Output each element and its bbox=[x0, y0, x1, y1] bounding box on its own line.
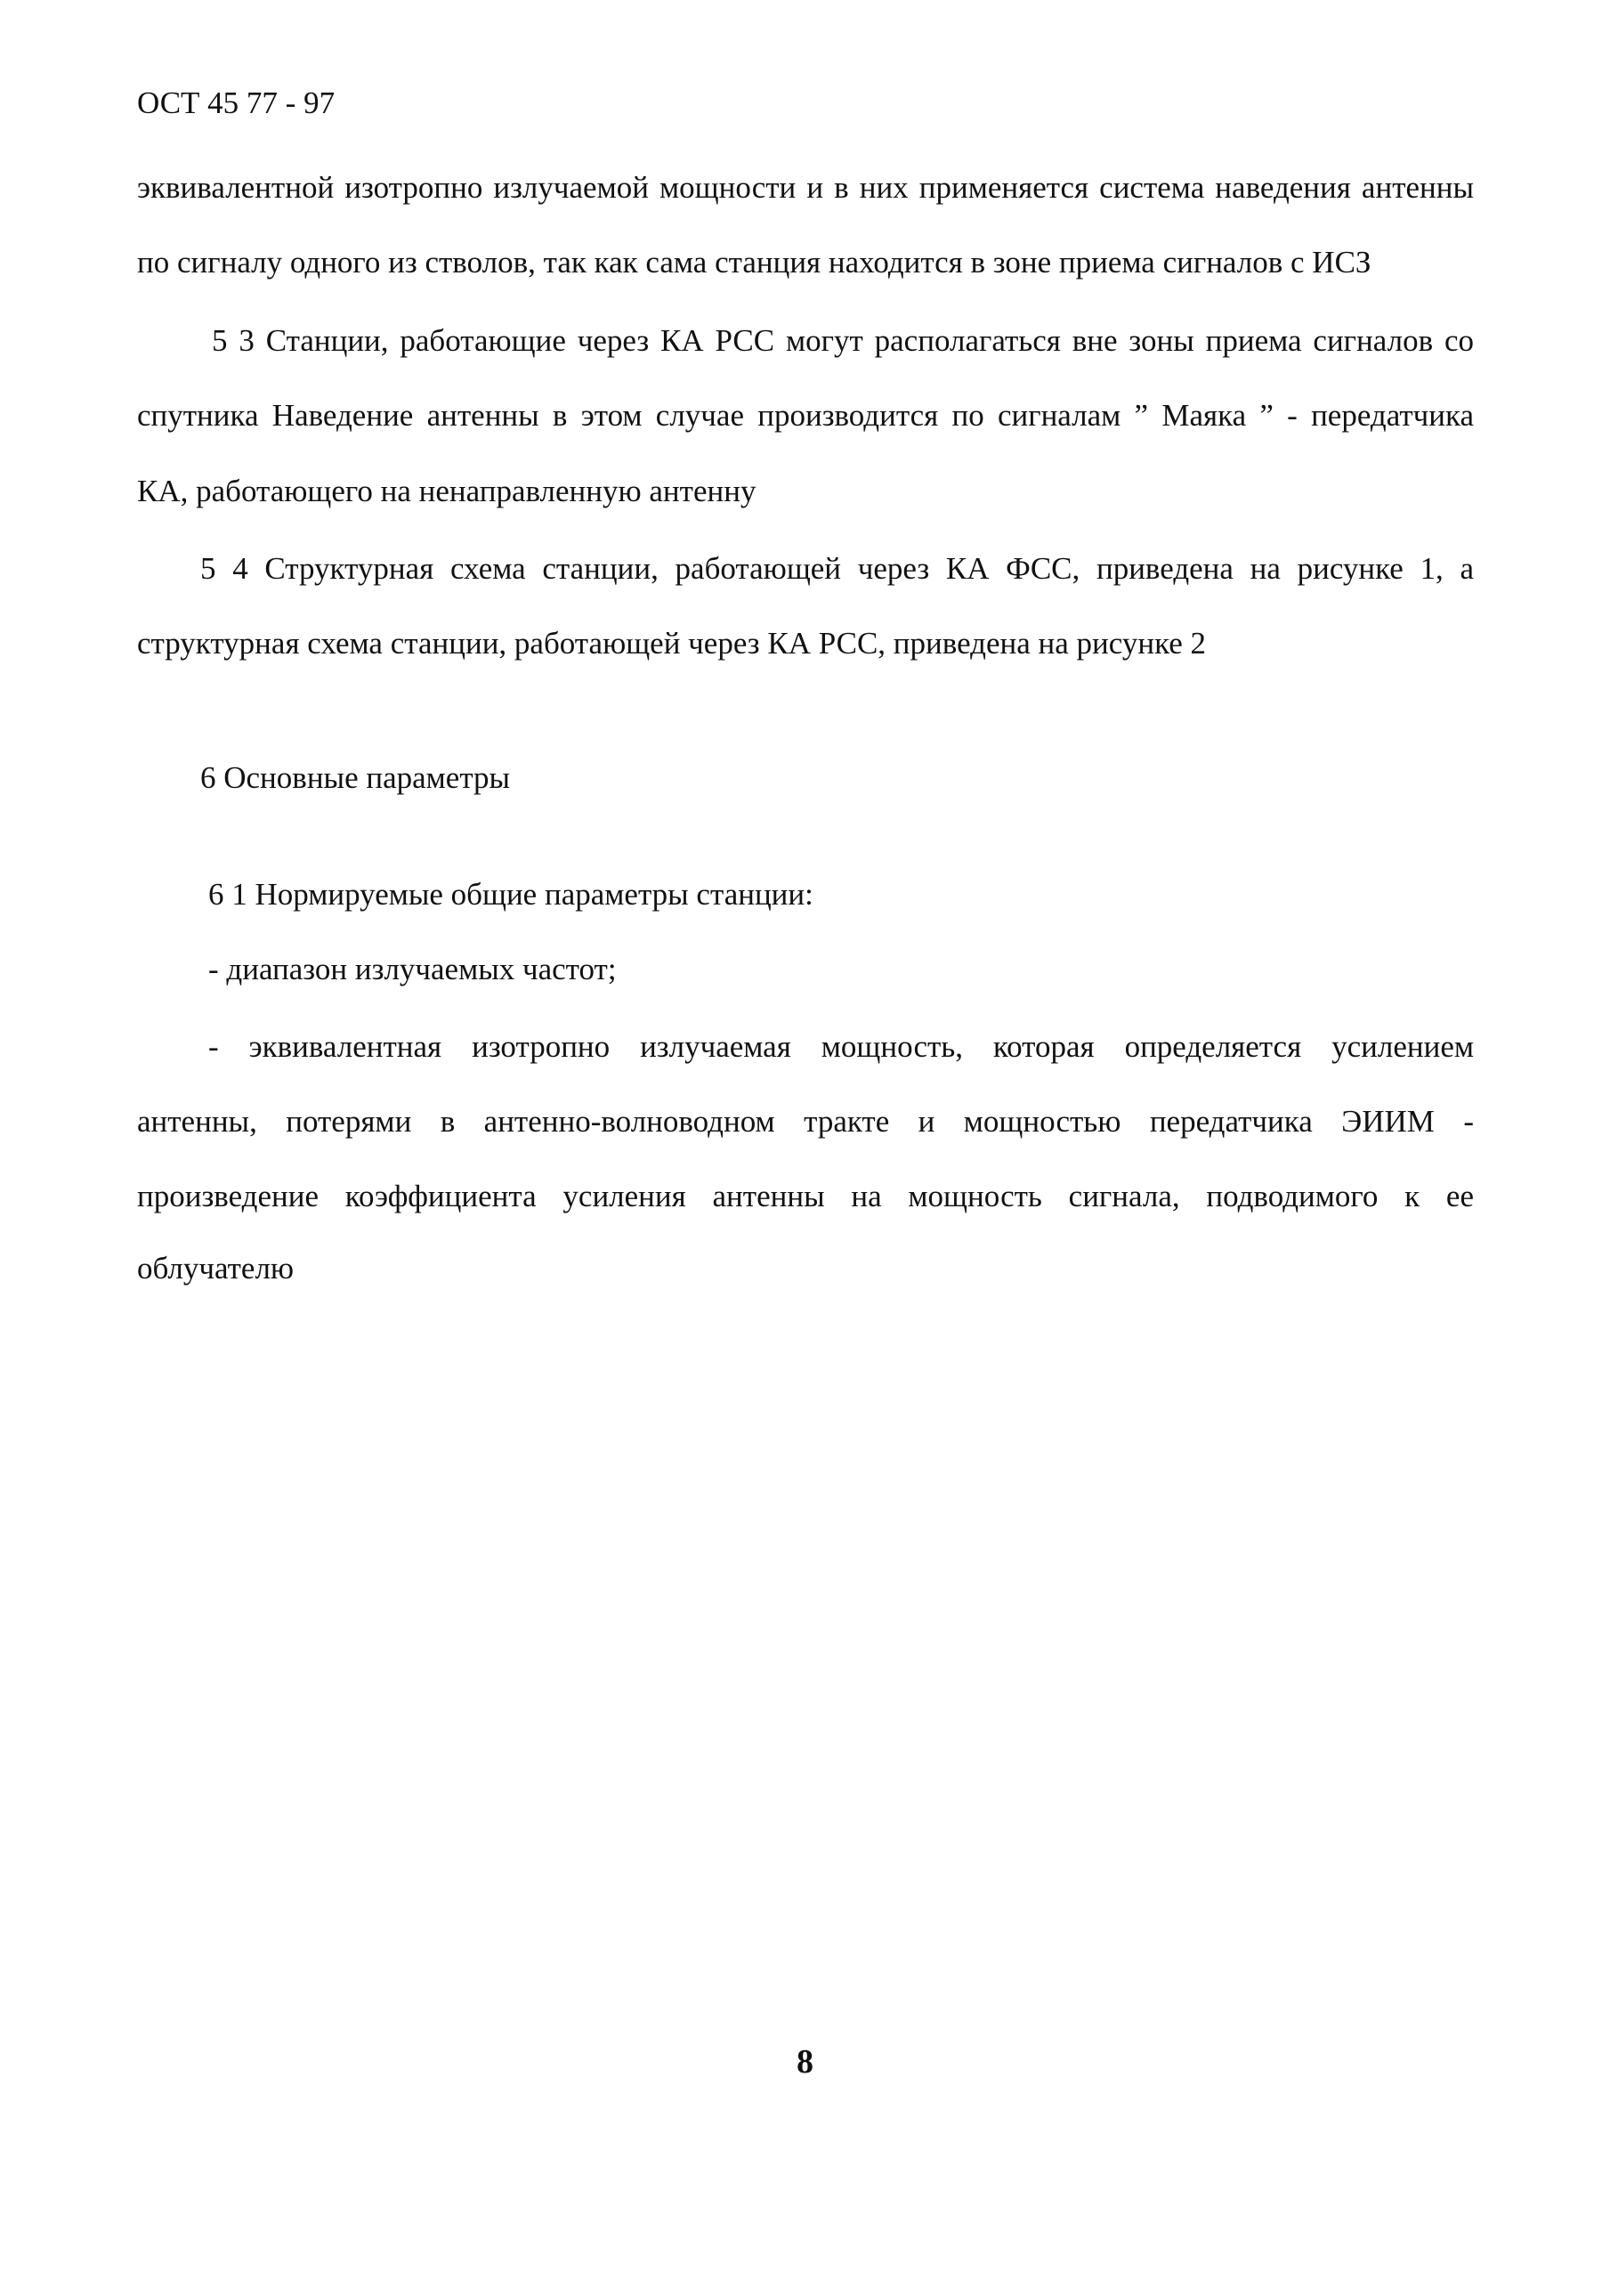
list-item-line: - эквивалентная изотропно излучаемая мощность, которая определяется усилением bbox=[208, 1029, 1474, 1064]
paragraph-5-4-line: структурная схема станции, работающей через КА РСС, приведена на рисунке 2 bbox=[137, 626, 1206, 661]
paragraph-line: эквивалентной изотропно излучаемой мощности и в них применяется система наведения антенны bbox=[137, 170, 1474, 205]
paragraph-5-3-line: КА, работающего на ненаправленную антенну bbox=[137, 474, 756, 508]
paragraph-5-3-line: спутника Наведение антенны в этом случае производится по сигналам ” Маяка ” - передатчика bbox=[137, 398, 1474, 433]
page-number: 8 bbox=[797, 2043, 813, 2081]
document-code-header: ОСТ 45 77 - 97 bbox=[137, 85, 336, 120]
list-item: - диапазон излучаемых частот; bbox=[208, 952, 617, 986]
paragraph-6-1-intro: 6 1 Нормируемые общие параметры станции: bbox=[208, 877, 813, 912]
list-item-line: произведение коэффициента усиления антенны на мощность сигнала, подводимого к ее bbox=[137, 1179, 1474, 1213]
paragraph-5-3-line: 5 3 Станции, работающие через КА РСС могут располагаться вне зоны приема сигналов со bbox=[212, 323, 1474, 358]
paragraph-5-4-line: 5 4 Структурная схема станции, работающей через КА ФСС, приведена на рисунке 1, а bbox=[200, 551, 1474, 586]
section-6-heading: 6 Основные параметры bbox=[200, 760, 511, 795]
list-item-line: облучателю bbox=[137, 1251, 295, 1286]
list-item-line: антенны, потерями в антенно-волноводном тракте и мощностью передатчика ЭИИМ - bbox=[137, 1104, 1474, 1139]
paragraph-line: по сигналу одного из стволов, так как сама станция находится в зоне приема сигналов с ИСЗ bbox=[137, 245, 1371, 280]
